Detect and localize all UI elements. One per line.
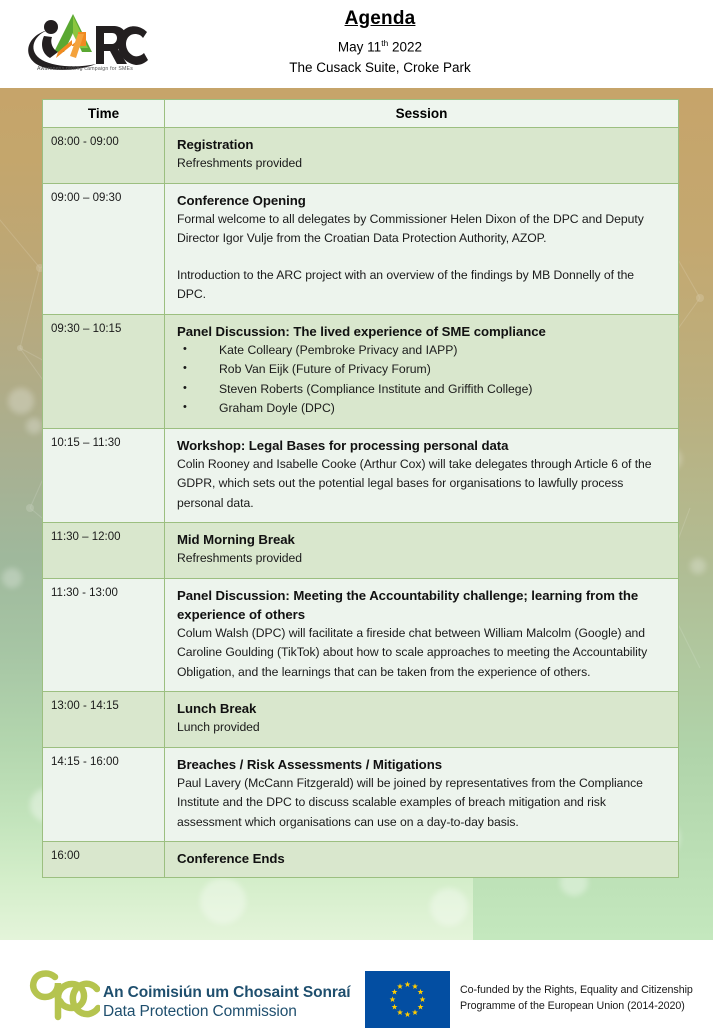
page-title: Agenda bbox=[344, 8, 416, 29]
eu-funding-statement bbox=[460, 983, 693, 1014]
list-item: • Steven Roberts (Compliance Institute and Griffith College) bbox=[177, 380, 666, 400]
page-header bbox=[0, 0, 713, 88]
eu-funding-line-2: Programme of the European Union (2014-2020) bbox=[460, 999, 685, 1012]
panellist-list bbox=[177, 341, 666, 419]
session-time: 10:15 – 11:30 bbox=[43, 429, 165, 523]
table-row bbox=[43, 315, 678, 429]
bokeh-dot bbox=[2, 568, 22, 588]
session-description: Colum Walsh (DPC) will facilitate a fireside chat between William Malcolm (Google) and Caroline Goulding (TikTok) about how to scale approaches to meeting the Accountability Obligation, and the learnings that can be taken from the experience of others. bbox=[177, 625, 648, 679]
list-item: • Graham Doyle (DPC) bbox=[177, 399, 666, 419]
session-title: Panel Discussion: Meeting the Accountability challenge; learning from the experience of others bbox=[177, 587, 639, 622]
session-description: Colin Rooney and Isabelle Cooke (Arthur Cox) will take delegates through Article 6 of the GDPR, which sets out the potential legal bases for organisations to lawfully process personal data. bbox=[177, 456, 652, 510]
session-time: 14:15 - 16:00 bbox=[43, 748, 165, 842]
session-title: Lunch Break bbox=[177, 701, 257, 716]
event-date-day: May 11 bbox=[337, 39, 382, 55]
session-title: Panel Discussion: The lived experience of SME compliance bbox=[177, 323, 546, 339]
session-time: 11:30 - 13:00 bbox=[43, 579, 165, 692]
event-date-year: 2022 bbox=[388, 39, 423, 55]
event-date-ordinal: th bbox=[381, 38, 389, 48]
session-title: Workshop: Legal Bases for processing personal data bbox=[177, 437, 509, 453]
session-cell bbox=[165, 579, 678, 692]
session-cell bbox=[165, 128, 678, 183]
session-description: Refreshments provided bbox=[177, 156, 302, 170]
dpc-wordmark bbox=[103, 983, 351, 1021]
bokeh-dot bbox=[690, 558, 706, 574]
eu-funding-line-1: Co-funded by the Rights, Equality and Citizenship bbox=[460, 984, 693, 996]
session-title: Mid Morning Break bbox=[177, 532, 295, 547]
session-time: 09:30 – 10:15 bbox=[43, 315, 165, 428]
session-title: Breaches / Risk Assessments / Mitigations bbox=[177, 756, 442, 772]
table-row bbox=[43, 579, 678, 693]
table-row bbox=[43, 842, 678, 877]
session-description: Formal welcome to all delegates by Commissioner Helen Dixon of the DPC and Deputy Director Igor Vulje from the Croatian Data Protection Authority, AZOP. bbox=[177, 211, 644, 245]
table-body bbox=[43, 128, 678, 877]
session-time: 13:00 - 14:15 bbox=[43, 692, 165, 747]
session-cell bbox=[165, 842, 678, 877]
bokeh-dot bbox=[200, 878, 246, 924]
list-item: • Kate Colleary (Pembroke Privacy and IAPP) bbox=[177, 341, 666, 361]
session-description: Paul Lavery (McCann Fitzgerald) will be joined by representatives from the Compliance Institute and the DPC to discuss scalable examples of breach mitigation and risk assessment which organisations can use on a day-to-day basis. bbox=[177, 775, 643, 829]
table-row bbox=[43, 523, 678, 579]
eu-flag-icon bbox=[365, 971, 450, 1028]
session-title: Registration bbox=[177, 137, 254, 152]
session-title: Conference Opening bbox=[177, 192, 306, 208]
session-time: 16:00 bbox=[43, 842, 165, 877]
dpc-name-english: Data Protection Commission bbox=[103, 1003, 297, 1020]
table-row bbox=[43, 748, 678, 843]
table-header-row bbox=[43, 100, 678, 128]
dpc-name-irish: An Coimisiún um Chosaint Sonraí bbox=[103, 984, 351, 1001]
bokeh-dot bbox=[26, 418, 42, 434]
event-date bbox=[170, 33, 590, 58]
title-block bbox=[170, 6, 590, 78]
session-title: Conference Ends bbox=[177, 851, 285, 866]
list-item: • Rob Van Eijk (Future of Privacy Forum) bbox=[177, 360, 666, 380]
session-description-2: Introduction to the ARC project with an overview of the findings by MB Donnelly of the DPC. bbox=[177, 267, 635, 301]
column-header-session: Session bbox=[395, 106, 448, 121]
session-cell bbox=[165, 184, 678, 314]
table-row bbox=[43, 429, 678, 524]
session-cell bbox=[165, 315, 678, 428]
table-row bbox=[43, 128, 678, 184]
session-cell bbox=[165, 523, 678, 578]
session-description: Refreshments provided bbox=[177, 551, 302, 565]
paragraph-spacer bbox=[177, 249, 666, 266]
column-header-time: Time bbox=[43, 100, 165, 127]
session-description: Lunch provided bbox=[177, 720, 260, 734]
agenda-table bbox=[42, 99, 679, 878]
session-time: 09:00 – 09:30 bbox=[43, 184, 165, 314]
session-cell bbox=[165, 748, 678, 842]
arc-logo-tagline: Awareness raising campaign for SMEs bbox=[37, 66, 133, 72]
table-row bbox=[43, 692, 678, 748]
dpc-logo-icon bbox=[28, 968, 100, 1023]
session-cell bbox=[165, 429, 678, 523]
bokeh-dot bbox=[8, 388, 34, 414]
session-time: 08:00 - 09:00 bbox=[43, 128, 165, 183]
session-cell bbox=[165, 692, 678, 747]
table-row bbox=[43, 184, 678, 315]
session-time: 11:30 – 12:00 bbox=[43, 523, 165, 578]
event-venue: The Cusack Suite, Croke Park bbox=[289, 59, 471, 75]
bokeh-dot bbox=[430, 888, 468, 926]
